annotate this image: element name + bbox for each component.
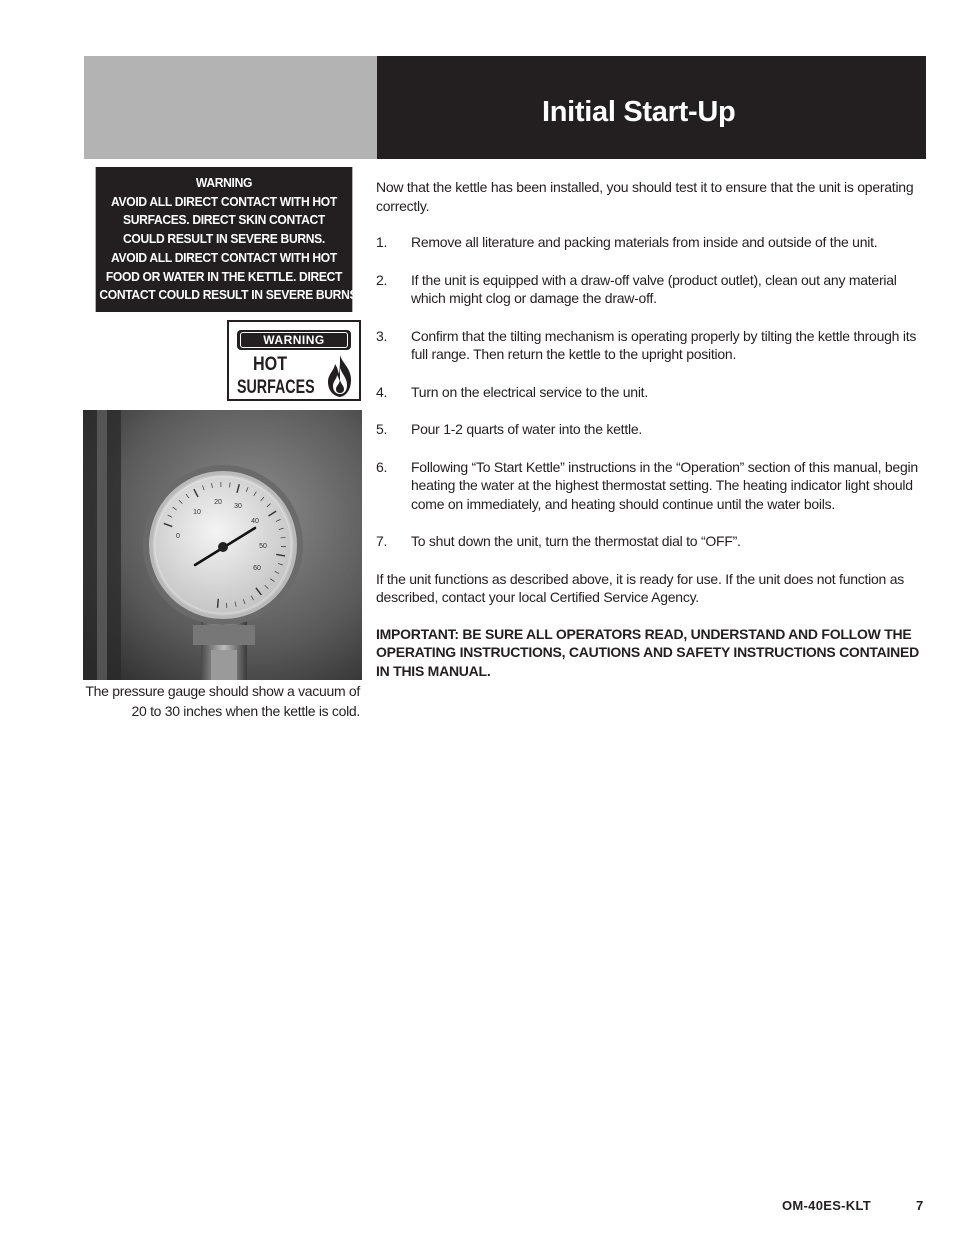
dial-label: 30 (234, 503, 242, 510)
warning-line: CONTACT COULD RESULT IN SEVERE BURNS. (99, 287, 361, 303)
step-number: 6. (376, 458, 388, 475)
step-number: 2. (376, 271, 388, 288)
dial-label: 60 (253, 565, 261, 572)
list-item (376, 233, 926, 252)
closing-paragraph: If the unit functions as described above, it is ready for use. If the unit does not function as described, contact your local Certified Service Agency. (376, 570, 905, 605)
step-number: 1. (376, 234, 388, 250)
dial-label: 10 (193, 509, 201, 516)
sign-warning-band (237, 330, 351, 350)
step-number: 7. (376, 533, 388, 549)
page-title: Initial Start-Up (542, 96, 736, 128)
step-number: 5. (376, 421, 388, 437)
step-text: Pour 1-2 quarts of water into the kettle. (411, 421, 642, 437)
list-item (376, 420, 926, 439)
warning-line: COULD RESULT IN SEVERE BURNS. (123, 231, 325, 247)
step-number: 4. (376, 383, 388, 400)
step-text: If the unit is equipped with a draw-off valve (product outlet), clean out any material which might clog or damage the draw-off. (411, 271, 897, 306)
dial-label: 40 (251, 518, 259, 525)
sign-surfaces-text: SURFACES (237, 377, 315, 398)
step-text: To shut down the unit, turn the thermostat dial to “OFF”. (411, 533, 741, 549)
page-number: 7 (916, 1198, 924, 1213)
warning-line: FOOD OR WATER IN THE KETTLE. DIRECT (105, 268, 343, 284)
document-code: OM-40ES-KLT (782, 1198, 872, 1213)
step-text: Confirm that the tilting mechanism is operating properly by tilting the kettle through its full range. Then return the kettle to the upright position. (411, 327, 917, 362)
dial-label: 0 (176, 533, 180, 540)
list-item (376, 532, 926, 551)
step-number: 3. (376, 327, 388, 344)
warning-line: SURFACES. DIRECT SKIN CONTACT (123, 212, 325, 228)
header-gray-panel (84, 56, 377, 159)
steps-list (376, 233, 926, 551)
important-notice: IMPORTANT: BE SURE ALL OPERATORS READ, UNDERSTAND AND FOLLOW THE OPERATING INSTRUCTIONS, CAUTIONS AND SAFETY INSTRUCTIONS CONTAINED IN THIS MANUAL. (376, 625, 919, 679)
pressure-gauge-photo (83, 410, 362, 680)
warning-box (96, 167, 361, 312)
gauge-tick (218, 599, 219, 608)
header-dark-panel (377, 56, 926, 159)
step-text: Turn on the electrical service to the unit. (411, 383, 648, 400)
sign-warning-text: WARNING (240, 332, 348, 348)
flame-icon (325, 354, 355, 398)
step-text: Remove all literature and packing materials from inside and outside of the unit. (411, 234, 878, 250)
hot-surfaces-sign (227, 320, 361, 401)
sign-hot-text: HOT (253, 354, 288, 375)
dial-label: 20 (214, 499, 222, 506)
list-item (376, 458, 926, 514)
dial-label: 50 (259, 543, 267, 550)
warning-heading: WARNING (195, 175, 253, 190)
list-item (376, 383, 926, 402)
list-item (376, 271, 926, 308)
warning-line: AVOID ALL DIRECT CONTACT WITH HOT (111, 249, 337, 265)
main-content (376, 178, 926, 680)
intro-paragraph: Now that the kettle has been installed, you should test it to ensure that the unit is operating correctly. (376, 179, 914, 214)
step-text: Following “To Start Kettle” instructions in the “Operation” section of this manual, begin heating the water at the highest thermostat setting. The heating indicator light should come on immediately, and heating should continue until the water boils. (411, 458, 918, 512)
photo-caption: The pressure gauge should show a vacuum of 20 to 30 inches when the kettle is cold. (85, 683, 360, 719)
warning-line: AVOID ALL DIRECT CONTACT WITH HOT (111, 193, 337, 209)
list-item (376, 327, 926, 364)
